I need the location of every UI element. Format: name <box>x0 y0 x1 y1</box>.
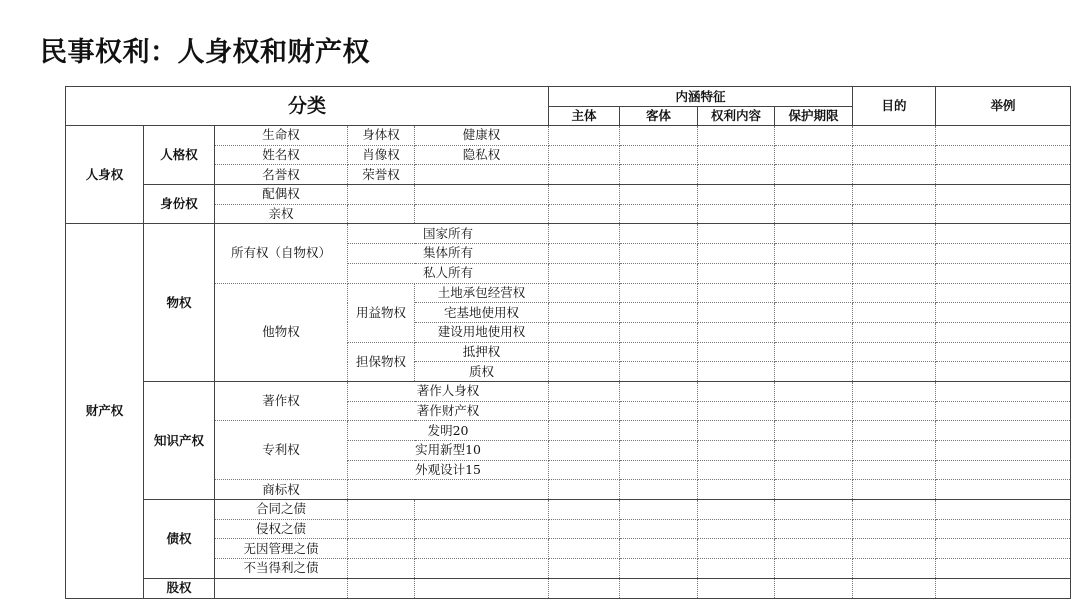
right-item: 集体所有 <box>348 244 549 264</box>
header-category: 分类 <box>66 87 549 126</box>
civil-rights-table <box>65 86 1071 599</box>
right-item: 亲权 <box>215 204 348 224</box>
right-item: 荣誉权 <box>348 165 415 185</box>
right-item: 无因管理之债 <box>215 539 348 559</box>
right-item: 私人所有 <box>348 263 549 283</box>
header-subject: 主体 <box>549 107 620 126</box>
right-item: 实用新型10 <box>348 441 549 461</box>
right-item: 不当得利之债 <box>215 559 348 579</box>
right-item: 质权 <box>415 362 549 382</box>
right-item: 著作人身权 <box>348 381 549 401</box>
page-title: 民事权利：人身权和财产权 <box>40 37 370 68</box>
category-equity: 股权 <box>144 578 215 598</box>
right-item: 配偶权 <box>215 185 348 205</box>
right-item: 宅基地使用权 <box>415 303 549 323</box>
right-item: 隐私权 <box>415 145 549 165</box>
header-content: 权利内容 <box>698 107 775 126</box>
right-item: 著作财产权 <box>348 401 549 421</box>
header-protection-period: 保护期限 <box>775 107 853 126</box>
right-item: 建设用地使用权 <box>415 322 549 342</box>
category-trademark: 商标权 <box>215 480 348 500</box>
category-usufruct: 用益物权 <box>348 283 415 342</box>
category-other-real-rights: 他物权 <box>215 283 348 381</box>
right-item: 土地承包经营权 <box>415 283 549 303</box>
header-example: 举例 <box>936 87 1071 126</box>
category-ownership: 所有权（自物权） <box>215 224 348 283</box>
right-item: 发明20 <box>348 421 549 441</box>
right-item: 生命权 <box>215 126 348 146</box>
right-item: 姓名权 <box>215 145 348 165</box>
header-object: 客体 <box>620 107 698 126</box>
right-item: 侵权之债 <box>215 519 348 539</box>
category-security: 担保物权 <box>348 342 415 381</box>
header-connotation: 内涵特征 <box>549 87 853 107</box>
category-copyright: 著作权 <box>215 381 348 420</box>
category-patent: 专利权 <box>215 421 348 480</box>
header-purpose: 目的 <box>853 87 936 126</box>
category-property-rights: 财产权 <box>66 224 144 598</box>
category-intellectual-property: 知识产权 <box>144 381 215 499</box>
right-item: 抵押权 <box>415 342 549 362</box>
category-identity-rights: 身份权 <box>144 185 215 224</box>
category-real-rights: 物权 <box>144 224 215 382</box>
right-item: 肖像权 <box>348 145 415 165</box>
right-item: 名誉权 <box>215 165 348 185</box>
category-personality-rights: 人格权 <box>144 126 215 185</box>
category-creditor-rights: 债权 <box>144 500 215 579</box>
right-item: 健康权 <box>415 126 549 146</box>
right-item: 合同之债 <box>215 500 348 520</box>
right-item: 国家所有 <box>348 224 549 244</box>
category-personal-rights: 人身权 <box>66 126 144 224</box>
right-item: 外观设计15 <box>348 460 549 480</box>
right-item: 身体权 <box>348 126 415 146</box>
